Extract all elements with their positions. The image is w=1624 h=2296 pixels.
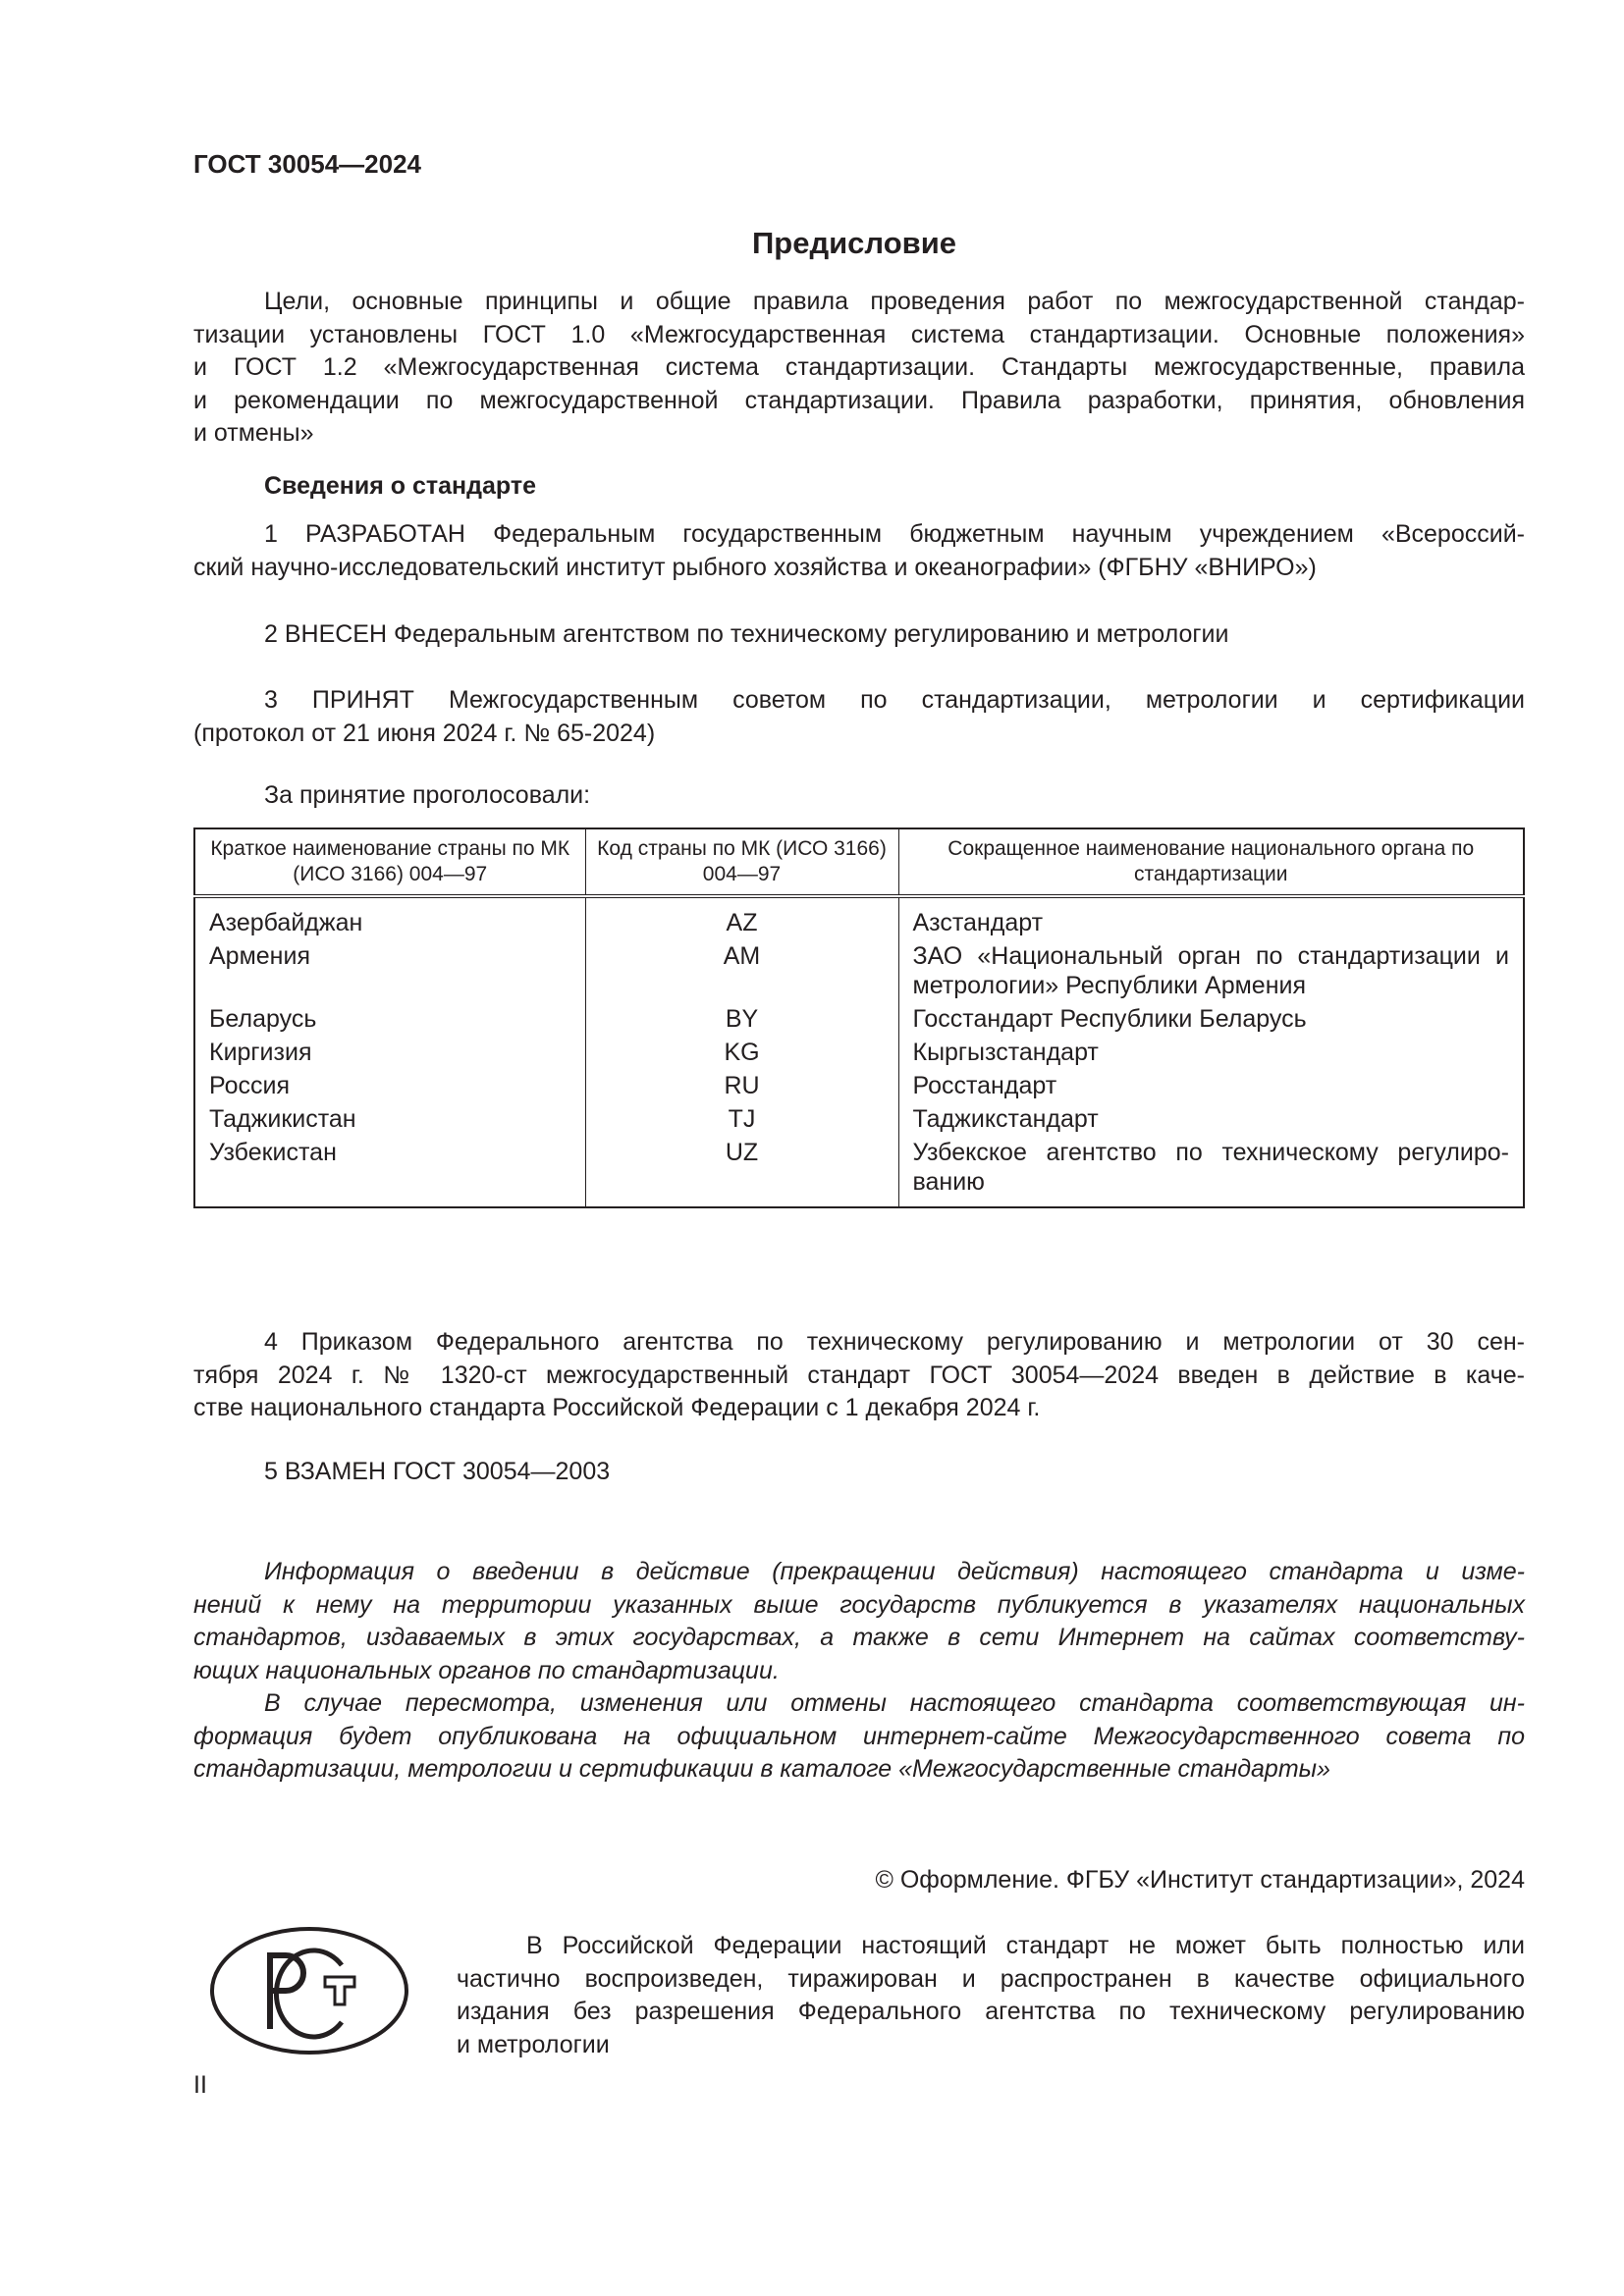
text-line: формация будет опубликована на официальном интернет-сайте Межгосударственного совета по	[193, 1722, 1525, 1750]
cell-organization: Таджикстандарт	[898, 1100, 1524, 1134]
table-row	[194, 1100, 1524, 1134]
cell-code: AZ	[585, 896, 898, 937]
item-3	[193, 684, 1525, 750]
text-line: частично воспроизведен, тиражирован и распространен в качестве официального	[457, 1964, 1525, 1993]
column-header-code: Код страны по МК (ИСО 3166) 004—97	[585, 828, 898, 896]
text-line: издания без разрешения Федерального агентства по техническому регулированию	[457, 1998, 1525, 2025]
item-1	[193, 518, 1525, 584]
cell-organization: Узбекское агентство по техническому регулиро-ванию	[898, 1134, 1524, 1207]
text-line: ющих национальных органов по стандартизации.	[193, 1656, 780, 1684]
text-line: ский научно-исследовательский институт рыбного хозяйства и океанографии» (ФГБНУ «ВНИРО»)	[193, 553, 1317, 581]
cell-country: Беларусь	[194, 1000, 585, 1034]
cell-country: Азербайджан	[194, 896, 585, 937]
text-line: стандартов, издаваемых в этих государствах, а также в сети Интернет на сайтах соответству-	[193, 1624, 1525, 1651]
cell-organization: ЗАО «Национальный орган по стандартизации и метрологии» Республики Армения	[898, 937, 1524, 1000]
cell-organization: Азстандарт	[898, 896, 1524, 937]
cell-code: KG	[585, 1034, 898, 1067]
page-number: II	[193, 2071, 207, 2099]
text-line: и отмены»	[193, 419, 314, 447]
cell-code: UZ	[585, 1134, 898, 1207]
table-row	[194, 1134, 1524, 1207]
section-title: Сведения о стандарте	[264, 472, 537, 500]
copyright-notice	[457, 1930, 1525, 2061]
text-line: 1 РАЗРАБОТАН Федеральным государственным бюджетным научным учреждением «Всероссий-	[264, 520, 1525, 548]
page-title: Предисловие	[751, 226, 956, 260]
cell-code: BY	[585, 1000, 898, 1034]
cell-organization: Кыргызстандарт	[898, 1034, 1524, 1067]
intro-paragraph	[193, 286, 1525, 451]
voting-table	[193, 828, 1525, 1208]
text-line: В случае пересмотра, изменения или отмены настоящего стандарта соответствующая ин-	[264, 1689, 1525, 1717]
text-line: В Российской Федерации настоящий стандарт не может быть полностью или	[526, 1932, 1525, 1959]
info-paragraph-2	[193, 1687, 1525, 1787]
voted-label: За принятие проголосовали:	[264, 781, 591, 809]
table-row	[194, 937, 1524, 1000]
cell-organization: Госстандарт Республики Беларусь	[898, 1000, 1524, 1034]
cell-country: Узбекистан	[194, 1134, 585, 1207]
item-5	[193, 1456, 1525, 1489]
text-line: и ГОСТ 1.2 «Межгосударственная система стандартизации. Стандарты межгосударственные, правила	[193, 353, 1525, 381]
text-line: Цели, основные принципы и общие правила проведения работ по межгосударственной стандар-	[264, 288, 1525, 315]
cell-country: Армения	[194, 937, 585, 1000]
table-row	[194, 1034, 1524, 1067]
text-line: 3 ПРИНЯТ Межгосударственным советом по стандартизации, метрологии и сертификации	[264, 686, 1525, 714]
text-line: и метрологии	[457, 2030, 610, 2058]
text-line: Информация о введении в действие (прекращении действия) настоящего стандарта и изме-	[264, 1558, 1525, 1585]
document-id-header: ГОСТ 30054—2024	[193, 149, 421, 179]
cell-code: TJ	[585, 1100, 898, 1134]
cell-organization: Росстандарт	[898, 1067, 1524, 1100]
rst-logo	[209, 1926, 410, 2056]
text-line: нений к нему на территории указанных выше государств публикуется в указателях национальных	[193, 1590, 1525, 1619]
table-row	[194, 1067, 1524, 1100]
text-line: тизации установлены ГОСТ 1.0 «Межгосударственная система стандартизации. Основные положения»	[193, 320, 1525, 348]
table-row	[194, 1000, 1524, 1034]
cell-country: Таджикистан	[194, 1100, 585, 1134]
copyright-text: © Оформление. ФГБУ «Институт стандартизации», 2024	[875, 1866, 1525, 1894]
column-header-organization: Сокращенное наименование национального органа по стандартизации	[898, 828, 1524, 896]
text-line: и рекомендации по межгосударственной стандартизации. Правила разработки, принятия, обновления	[193, 386, 1525, 414]
text-line: (протокол от 21 июня 2024 г. № 65-2024)	[193, 719, 656, 747]
cell-country: Киргизия	[194, 1034, 585, 1067]
item-4	[193, 1326, 1525, 1425]
cell-country: Россия	[194, 1067, 585, 1100]
table-row	[194, 896, 1524, 937]
text-line: стве национального стандарта Российской Федерации с 1 декабря 2024 г.	[193, 1394, 1041, 1421]
info-paragraph-1	[193, 1556, 1525, 1687]
column-header-country: Краткое наименование страны по МК (ИСО 3166) 004—97	[194, 828, 585, 896]
text-line: 4 Приказом Федерального агентства по техническому регулированию и метрологии от 30 сен-	[264, 1328, 1525, 1356]
cell-code: RU	[585, 1067, 898, 1100]
text-line: стандартизации, метрологии и сертификации в каталоге «Межгосударственные стандарты»	[193, 1755, 1330, 1783]
text-line: 5 ВЗАМЕН ГОСТ 30054—2003	[264, 1458, 611, 1485]
item-2	[193, 618, 1525, 652]
text-line: тября 2024 г. № 1320-ст межгосударственный стандарт ГОСТ 30054—2024 введен в действие в каче-	[193, 1361, 1525, 1389]
cell-code: AM	[585, 937, 898, 1000]
text-line: 2 ВНЕСЕН Федеральным агентством по техническому регулированию и метрологии	[264, 620, 1229, 648]
